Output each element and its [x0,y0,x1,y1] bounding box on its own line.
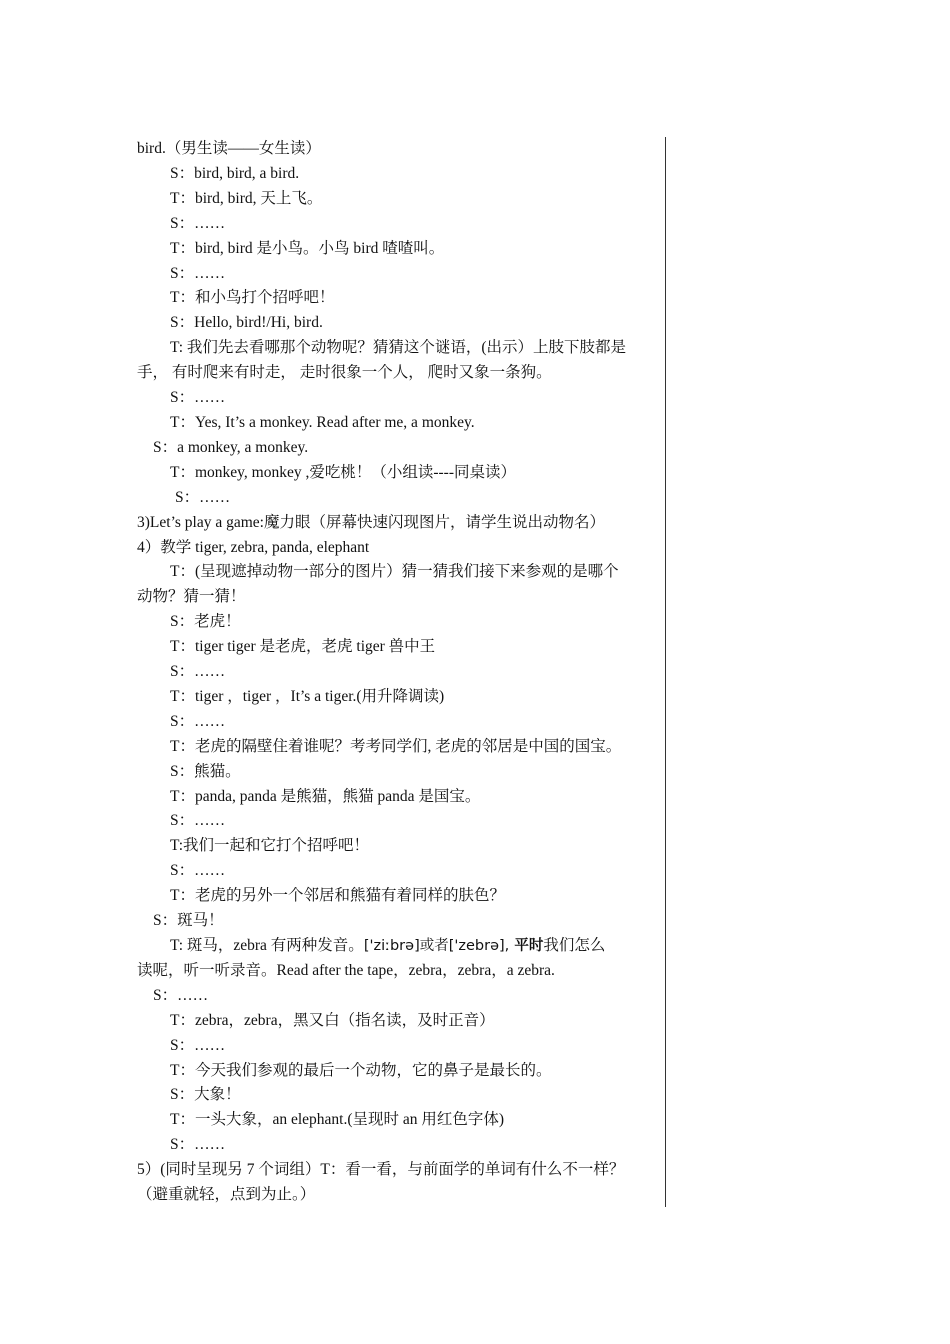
text-line: T：monkey, monkey ,爱吃桃！（小组读----同桌读） [170,463,516,481]
text-line: 3)Let’s play a game:魔力眼（屏幕快速闪现图片，请学生说出动物名） [137,513,605,531]
text-line: S：…… [170,214,226,232]
text-line: T：Yes, It’s a monkey. Read after me, a monkey. [170,413,475,431]
text-line: T：和小鸟打个招呼吧！ [170,289,335,307]
text-line: T：一头大象，an elephant.(呈现时 an 用红色字体) [170,1111,505,1129]
text-line: S：大象！ [170,1086,241,1104]
text-line: T：老虎的另外一个邻居和熊猫有着同样的肤色？ [170,887,505,905]
text-line: 读呢，听一听录音。Read after the tape，zebra，zebra，a zebra. [137,961,555,979]
text-line: T：(呈现遮掉动物一部分的图片）猜一猜我们接下来参观的是哪个 [170,563,619,581]
text-line: S：…… [170,389,226,407]
text-line: S：…… [170,1036,226,1054]
text-line: 5）(同时呈现另 7 个词组）T：看一看，与前面学的单词有什么不一样？ [137,1161,625,1179]
text-line: S：…… [153,986,209,1004]
text-line: 动物？猜一猜！ [137,588,246,606]
lesson-text [137,137,659,1208]
text-line: T：tiger tiger 是老虎，老虎 tiger 兽中王 [170,638,436,656]
text-line: T：今天我们参观的最后一个动物，它的鼻子是最长的。 [170,1061,552,1079]
text-line: T：zebra，zebra，黑又白（指名读，及时正音） [170,1011,495,1029]
phonetic-text: ['ziːbrə]或者['zebrə], [363,938,510,954]
text-line: S：…… [170,712,226,730]
text-line: T: 我们先去看哪那个动物呢？猜猜这个谜语，(出示）上肢下肢都是 [170,339,627,357]
text-line: S：a monkey, a monkey. [153,438,309,456]
text-line: T:我们一起和它打个招呼吧！ [170,837,370,855]
text-line: （避重就轻，点到为止。） [137,1186,316,1204]
table-border-right [665,137,666,1207]
text-line: S：老虎！ [170,613,241,631]
text-line: S：熊猫。 [170,762,241,780]
text-line: S：bird, bird, a bird. [170,164,300,182]
text-line: S：…… [170,1136,226,1154]
text-line: T：panda, panda 是熊猫，熊猫 panda 是国宝。 [170,787,481,805]
zebra-intro-text: T: 斑马，zebra 有两种发音。 [170,937,364,954]
text-line: 4）教学 tiger, zebra, panda, elephant [137,538,370,556]
text-line: T：bird, bird, 天上飞。 [170,189,323,207]
text-line: T：tiger ，tiger ，It’s a tiger.(用升降调读) [170,687,445,705]
text-line: S：…… [170,264,226,282]
text-line: S：斑马！ [153,912,224,930]
text-line: S：…… [170,663,226,681]
text-line: S：…… [170,862,226,880]
text-line: T：老虎的隔壁住着谁呢？考考同学们, 老虎的邻居是中国的国宝。 [170,737,622,755]
text-line: S：Hello, bird!/Hi, bird. [170,314,323,332]
text-line [137,934,659,959]
zebra-question-text: 我们怎么 [543,937,606,954]
text-line: 手， 有时爬来有时走， 走时很象一个人， 爬时又象一条狗。 [137,364,552,382]
text-line: bird.（男生读——女生读） [137,140,321,157]
text-line: S：…… [170,812,226,830]
text-line: T：bird, bird 是小鸟。小鸟 bird 喳喳叫。 [170,239,445,257]
text-line: S：…… [175,488,231,506]
bold-text: 平时 [509,938,544,954]
